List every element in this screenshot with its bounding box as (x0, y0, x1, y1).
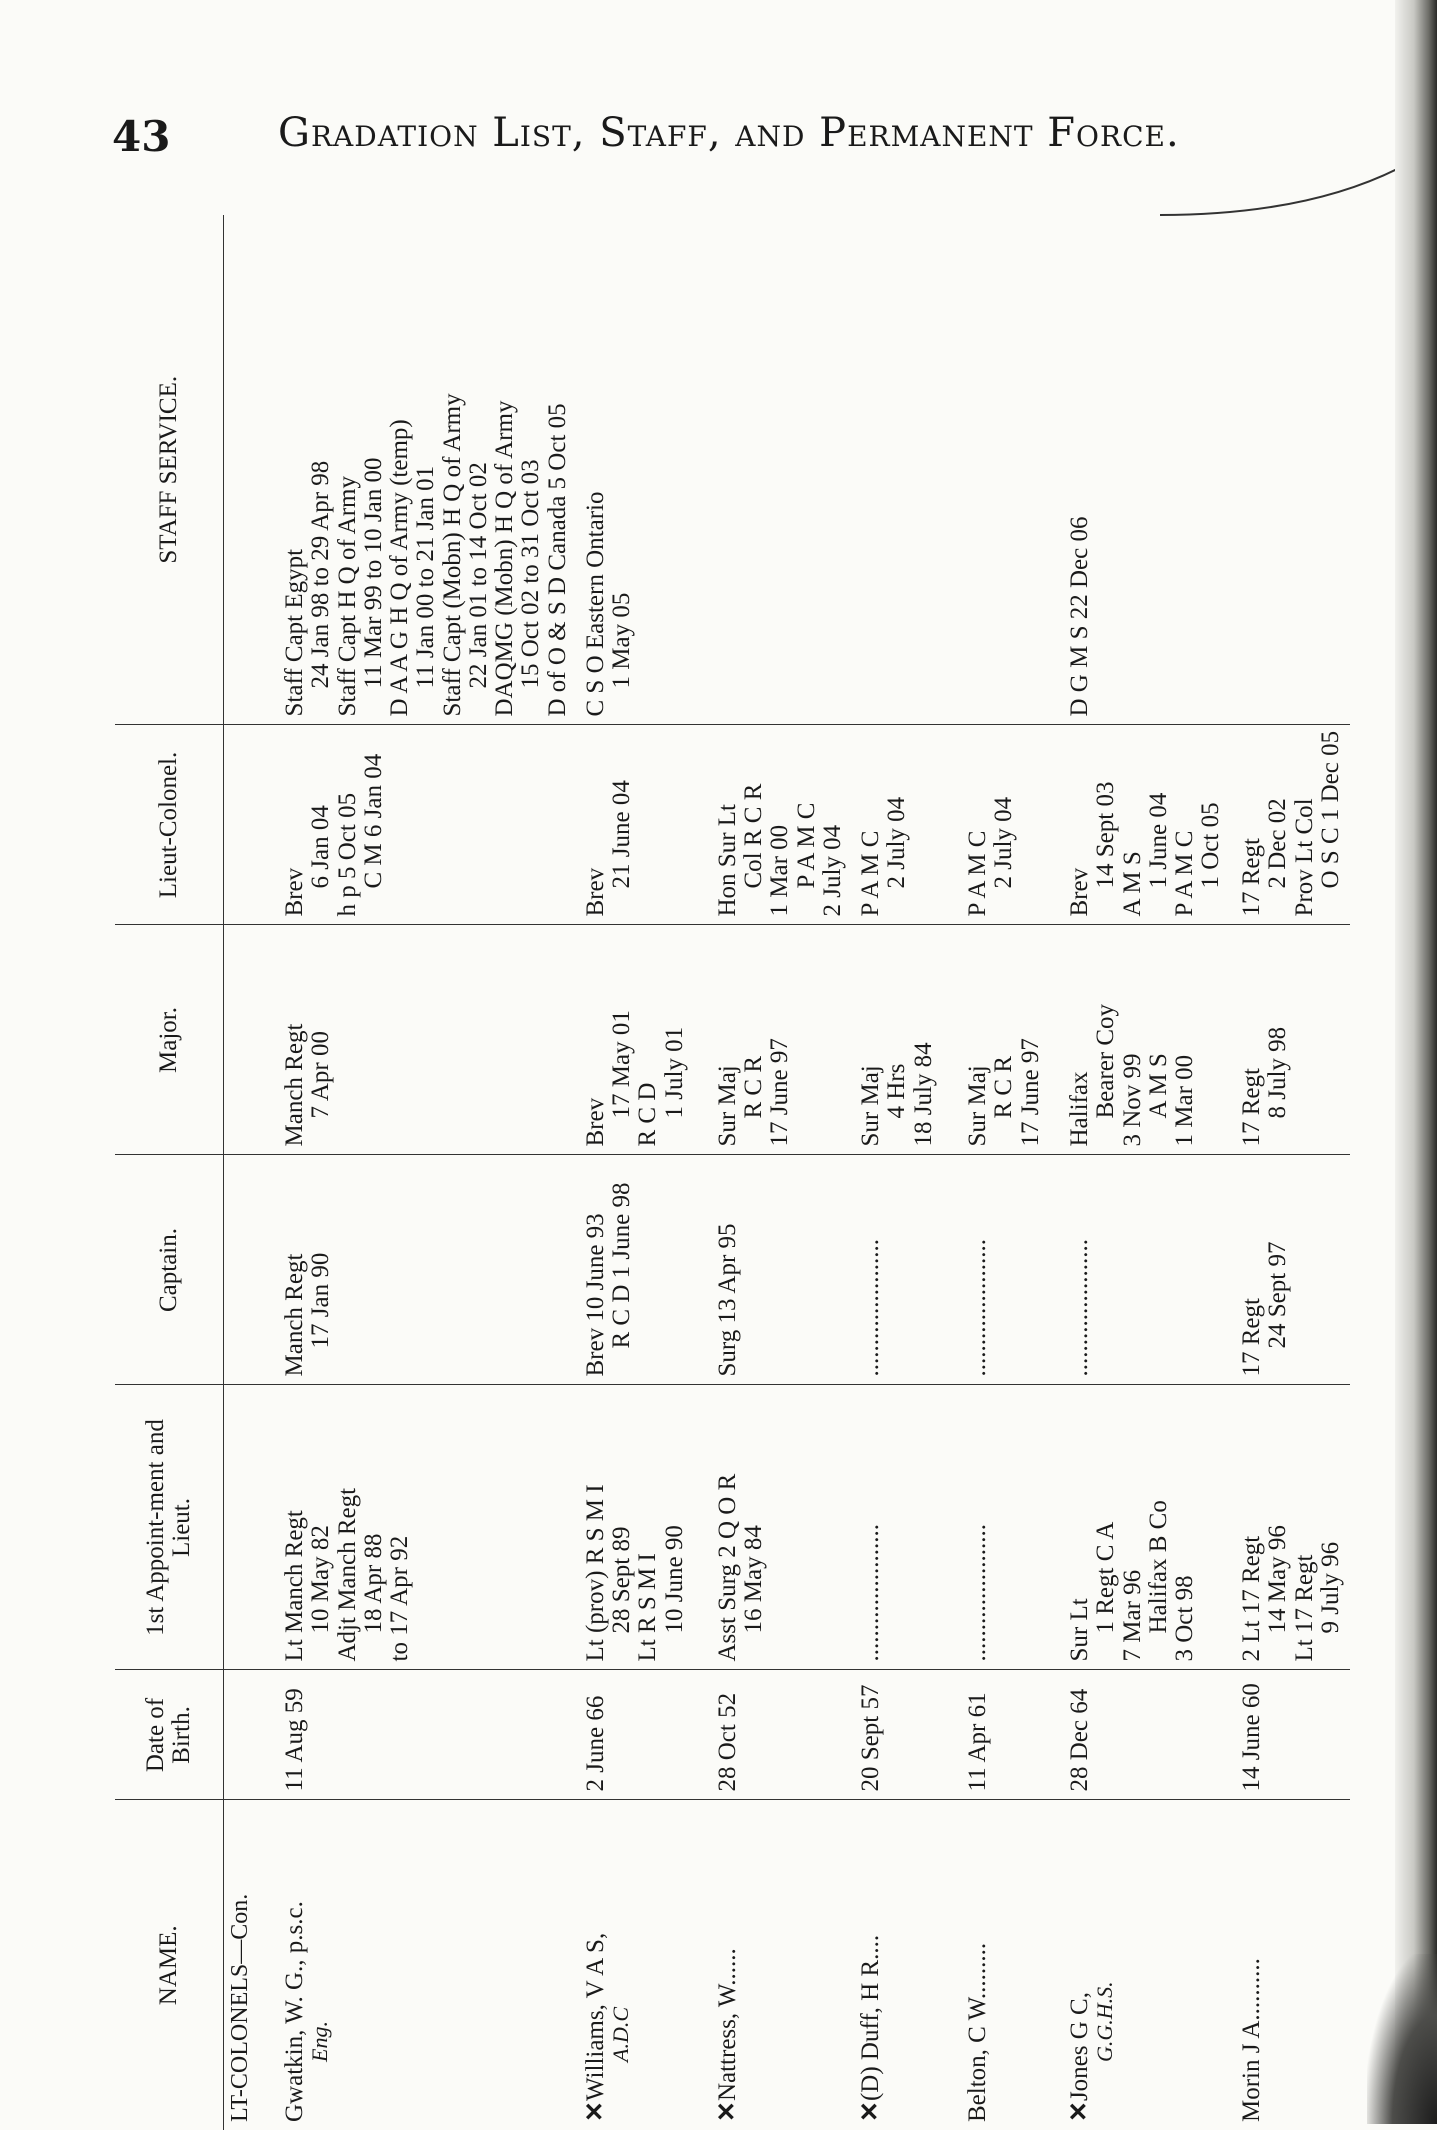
lt-colonel-cell (709, 725, 852, 925)
empty-cell (224, 1385, 277, 1670)
appointment-entry: 1 Regt C A (1092, 1521, 1120, 1634)
lt-colonel-entry: 1 June 04 (1144, 792, 1172, 889)
gradation-table-rotated (115, 215, 1344, 2130)
major-entry: 1 July 01 (660, 1026, 688, 1119)
appointment-cell (577, 1385, 709, 1670)
appointment-entry: Lt R S M I (634, 1553, 662, 1662)
officer-name-cell (852, 1800, 959, 2130)
staff-entry: 24 Jan 98 to 29 Apr 98 (307, 460, 335, 689)
lt-colonel-entry: Brev (281, 867, 308, 917)
lt-colonel-entry: Brev (581, 867, 609, 917)
empty-cell (224, 1155, 277, 1385)
staff-entry: D A A G H Q of Army (temp) (386, 419, 413, 717)
staff-cell (1233, 215, 1350, 725)
captain-entry: 17 Regt (1238, 1298, 1265, 1377)
lt-colonel-entry: P A M C (964, 830, 991, 917)
col-header-lt-colonel: Lieut-Colonel. (115, 725, 224, 925)
major-cell (852, 925, 959, 1155)
lt-colonel-entry: 6 Jan 04 (307, 805, 335, 889)
appointment-entry: 18 Apr 88 (359, 1533, 387, 1634)
lt-colonel-entry: 2 July 04 (818, 824, 846, 917)
officer-name-cell (1061, 1800, 1233, 2130)
table-row (577, 215, 709, 2130)
lt-colonel-cell (1061, 725, 1233, 925)
empty-cell (224, 725, 277, 925)
birth-date: 28 Oct 52 (713, 1692, 741, 1792)
table-row (276, 215, 577, 2130)
birth-date: 11 Aug 59 (281, 1688, 308, 1792)
lt-colonel-entry: P A M C (792, 802, 820, 889)
appointment-entry: 10 June 90 (660, 1525, 688, 1634)
staff-cell (276, 215, 577, 725)
appointment-entry: 10 May 82 (307, 1525, 335, 1634)
captain-cell (276, 1155, 577, 1385)
running-title: Gradation List, Staff, and Permanent Force. (278, 110, 1180, 156)
lt-colonel-entry: 14 Sept 03 (1092, 781, 1120, 889)
section-row (224, 215, 277, 2130)
officer-qualification: G.G.H.S. (1092, 1981, 1118, 2062)
lt-colonel-entry: 2 July 04 (990, 796, 1018, 889)
officer-name-cell (577, 1800, 709, 2130)
birth-date-cell (959, 1670, 1061, 1800)
major-entry: Sur Maj (857, 1065, 884, 1147)
birth-date: 14 June 60 (1238, 1683, 1265, 1792)
col-header-appointment: 1st Appoint-ment and Lieut. (115, 1385, 224, 1670)
col-header-birth: Date of Birth. (115, 1670, 224, 1800)
officer-name: Jones G C, (1066, 1992, 1093, 2102)
officer-qualification: A.D.C (608, 2007, 633, 2062)
staff-cell (577, 215, 709, 725)
staff-entry: C S O Eastern Ontario (581, 491, 609, 717)
appointment-entry: Lt Manch Regt (281, 1510, 308, 1662)
table-row (852, 215, 959, 2130)
major-cell (1233, 925, 1350, 1155)
officer-name: Nattress, W...... (713, 1948, 741, 2102)
lt-colonel-entry: 17 Regt (1238, 838, 1265, 917)
staff-entry: D of O & S D Canada 5 Oct 05 (543, 403, 571, 717)
major-entry: Halifax (1066, 1071, 1093, 1147)
captain-cell (709, 1155, 852, 1385)
cross-mark-icon: ✕ (1066, 2101, 1093, 2122)
cross-mark-icon: ✕ (857, 2101, 884, 2122)
lt-colonel-entry: Brev (1066, 867, 1093, 917)
col-header-staff-service: STAFF SERVICE. (115, 215, 224, 725)
lt-colonel-entry: O S C 1 Dec 05 (1316, 730, 1344, 889)
table-row (959, 215, 1061, 2130)
staff-entry: 22 Jan 01 to 14 Oct 02 (464, 462, 492, 689)
major-entry: Sur Maj (964, 1065, 991, 1147)
birth-date-cell (852, 1670, 959, 1800)
major-cell (959, 925, 1061, 1155)
birth-date: 2 June 66 (581, 1695, 609, 1792)
major-entry: 17 May 01 (608, 1010, 635, 1119)
officer-name: (D) Duff, H R.... (857, 1934, 884, 2102)
birth-date-cell (1061, 1670, 1233, 1800)
appointment-cell (709, 1385, 852, 1670)
major-entry: 4 Hrs (883, 1063, 911, 1119)
lt-colonel-entry: P A M C (857, 830, 884, 917)
lt-colonel-entry: Prov Lt Col (1290, 798, 1318, 917)
appointment-cell (1233, 1385, 1350, 1670)
page-number: 43 (112, 112, 171, 161)
major-entry: Sur Maj (713, 1065, 741, 1147)
empty-cell (224, 1670, 277, 1800)
officer-name: Williams, V A S, (581, 1932, 609, 2102)
officer-name: Belton, C W......... (964, 1942, 991, 2122)
major-entry: Manch Regt (281, 1023, 308, 1147)
major-entry: R C R (740, 1055, 767, 1119)
table-row (1233, 215, 1350, 2130)
table-row (1061, 215, 1233, 2130)
major-entry: 8 July 98 (1264, 1026, 1292, 1119)
book-binding-shadow (1367, 1954, 1437, 2124)
lt-colonel-cell (852, 725, 959, 925)
lt-colonel-entry: h p 5 Oct 05 (333, 792, 361, 917)
lt-colonel-cell (1233, 725, 1350, 925)
section-label: LT-COLONELS—Con. (227, 1893, 253, 2122)
officer-name-cell (959, 1800, 1061, 2130)
lt-colonel-cell (959, 725, 1061, 925)
captain-cell (577, 1155, 709, 1385)
table-row (709, 215, 852, 2130)
appointment-entry: 9 July 96 (1316, 1541, 1344, 1634)
staff-entry: D G M S 22 Dec 06 (1066, 516, 1093, 717)
lt-colonel-entry: 1 Oct 05 (1197, 802, 1225, 889)
lt-colonel-entry: A M S (1118, 851, 1146, 917)
captain-entry: ...................... (857, 1239, 884, 1377)
lt-colonel-cell (276, 725, 577, 925)
appointment-cell (276, 1385, 577, 1670)
appointment-entry: Sur Lt (1066, 1598, 1093, 1662)
captain-entry: ...................... (1066, 1239, 1093, 1377)
staff-cell (1061, 215, 1233, 725)
staff-cell (709, 215, 852, 725)
empty-cell (224, 925, 277, 1155)
captain-cell (852, 1155, 959, 1385)
appointment-entry: Adjt Manch Regt (333, 1487, 361, 1662)
appointment-entry: 16 May 84 (740, 1525, 767, 1634)
appointment-entry: 7 Mar 96 (1118, 1569, 1146, 1662)
appointment-entry: 14 May 96 (1264, 1525, 1292, 1634)
major-entry: Brev (581, 1097, 609, 1147)
appointment-cell (852, 1385, 959, 1670)
appointment-entry: to 17 Apr 92 (386, 1535, 413, 1662)
col-header-captain: Captain. (115, 1155, 224, 1385)
major-entry: A M S (1144, 1053, 1172, 1119)
lt-colonel-cell (577, 725, 709, 925)
appointment-entry: ...................... (857, 1524, 884, 1662)
lt-colonel-entry: Hon Sur Lt (713, 804, 741, 917)
col-header-major: Major. (115, 925, 224, 1155)
lt-colonel-entry: 2 July 04 (883, 796, 911, 889)
major-entry: R C D (634, 1082, 662, 1147)
appointment-entry: ...................... (964, 1524, 991, 1662)
officer-name-cell (1233, 1800, 1350, 2130)
major-cell (276, 925, 577, 1155)
captain-cell (1233, 1155, 1350, 1385)
birth-date-cell (1233, 1670, 1350, 1800)
birth-date: 28 Dec 64 (1066, 1688, 1093, 1792)
staff-entry: DAQMG (Mobn) H Q of Army (491, 400, 518, 717)
staff-entry: 11 Jan 00 to 21 Jan 01 (412, 465, 440, 689)
officer-name-cell (709, 1800, 852, 2130)
captain-entry: 17 Jan 90 (307, 1252, 335, 1349)
major-entry: 1 Mar 00 (1171, 1054, 1198, 1147)
officer-name-cell (276, 1800, 577, 2130)
lt-colonel-entry: 21 June 04 (608, 780, 635, 889)
birth-date-cell (276, 1670, 577, 1800)
captain-entry: Manch Regt (281, 1253, 308, 1377)
appointment-entry: Lt 17 Regt (1290, 1554, 1318, 1662)
major-entry: 3 Nov 99 (1118, 1053, 1146, 1147)
appointment-cell (959, 1385, 1061, 1670)
major-cell (709, 925, 852, 1155)
lt-colonel-entry: 1 Mar 00 (766, 824, 794, 917)
table-header-row (115, 215, 224, 2130)
appointment-entry: 28 Sept 89 (608, 1526, 635, 1634)
major-entry: 17 June 97 (1016, 1038, 1044, 1147)
major-entry: 18 July 84 (909, 1042, 937, 1147)
appointment-entry: Lt (prov) R S M I (581, 1484, 609, 1662)
lt-colonel-entry: Col R C R (740, 783, 767, 889)
appointment-entry: Halifax B Co (1144, 1500, 1172, 1634)
birth-date: 20 Sept 57 (857, 1684, 884, 1792)
officer-name: Morin J A.......... (1238, 1958, 1265, 2122)
lt-colonel-entry: 2 Dec 02 (1264, 798, 1292, 889)
cross-mark-icon: ✕ (581, 2101, 609, 2122)
col-header-name: NAME. (115, 1800, 224, 2130)
captain-entry: 24 Sept 97 (1264, 1241, 1292, 1349)
major-entry: 7 Apr 00 (307, 1031, 335, 1119)
major-entry: Bearer Coy (1092, 1003, 1120, 1119)
appointment-entry: Asst Surg 2 Q O R (713, 1473, 741, 1662)
major-entry: R C R (990, 1055, 1018, 1119)
officer-qualification: Eng. (307, 2021, 333, 2062)
cross-mark-icon: ✕ (713, 2101, 741, 2122)
staff-entry: 1 May 05 (608, 592, 635, 689)
staff-entry: Staff Capt H Q of Army (333, 476, 361, 717)
staff-entry: 11 Mar 99 to 10 Jan 00 (359, 457, 387, 689)
captain-entry: Brev 10 June 93 (581, 1213, 609, 1377)
captain-entry: ...................... (964, 1239, 991, 1377)
lt-colonel-entry: C M 6 Jan 04 (359, 753, 387, 889)
birth-date: 11 Apr 61 (964, 1692, 991, 1792)
staff-cell (959, 215, 1061, 725)
staff-entry: Staff Capt Egypt (281, 548, 308, 717)
birth-date-cell (577, 1670, 709, 1800)
staff-entry: Staff Capt (Mobn) H Q of Army (438, 393, 466, 717)
appointment-entry: 3 Oct 98 (1171, 1575, 1198, 1662)
captain-entry: R C D 1 June 98 (608, 1182, 635, 1349)
officer-name: Gwatkin, W. G., p.s.c. (281, 1901, 308, 2122)
gradation-table (115, 215, 1350, 2130)
major-cell (1061, 925, 1233, 1155)
major-entry: 17 Regt (1238, 1068, 1265, 1147)
captain-cell (1061, 1155, 1233, 1385)
captain-entry: Surg 13 Apr 95 (713, 1223, 741, 1377)
appointment-entry: 2 Lt 17 Regt (1238, 1535, 1265, 1662)
major-cell (577, 925, 709, 1155)
captain-cell (959, 1155, 1061, 1385)
lt-colonel-entry: P A M C (1171, 830, 1198, 917)
empty-cell (224, 215, 277, 725)
birth-date-cell (709, 1670, 852, 1800)
staff-entry: 15 Oct 02 to 31 Oct 03 (517, 459, 545, 689)
major-entry: 17 June 97 (766, 1038, 794, 1147)
appointment-cell (1061, 1385, 1233, 1670)
staff-cell (852, 215, 959, 725)
book-binding-edge (1395, 0, 1437, 2124)
